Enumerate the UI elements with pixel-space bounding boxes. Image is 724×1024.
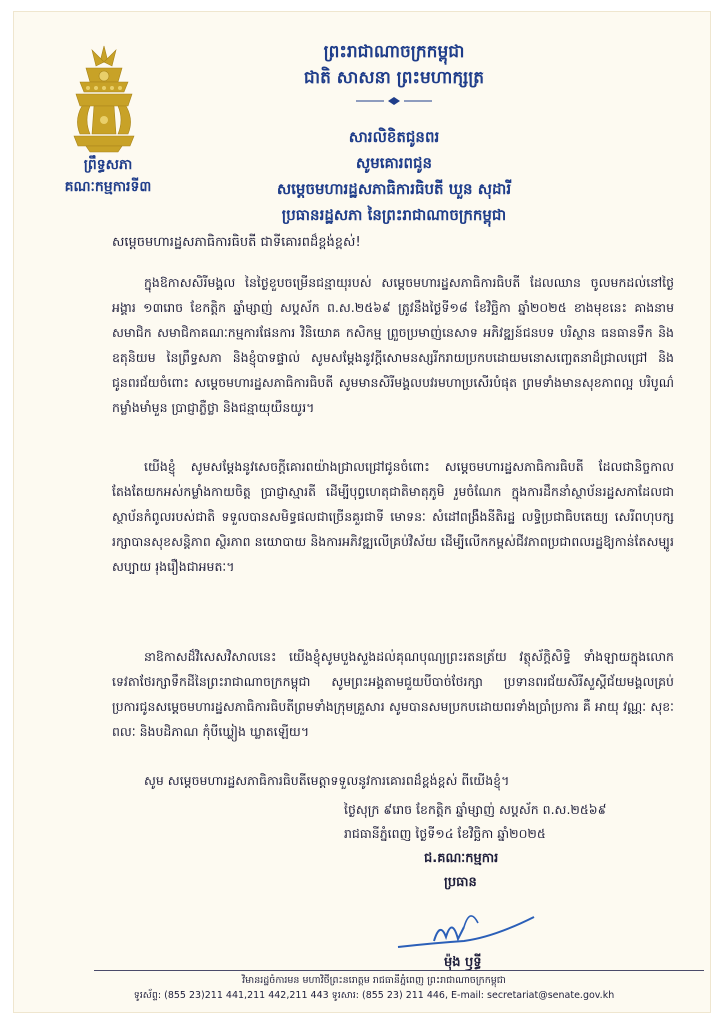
divider-ornament-icon	[354, 96, 434, 106]
recipient-title: ប្រធានរដ្ឋសភា នៃព្រះរាជាណាចក្រកម្ពុជា	[281, 206, 507, 224]
on-behalf-label: ជ.គណៈកម្មការ	[424, 851, 499, 866]
lunar-date: ថ្ងៃសុក្រ ៩រោច ខែកត្ដិក ឆ្នាំម្សាញ់ សប្ដស័ក ព.ស.២៥៦៩	[344, 802, 607, 817]
footer-address: វិមានរដ្ឋចំការមន មហាវិថីព្រះនរោត្ដម រាជធានីភ្នំពេញ ព្រះរាជាណាចក្រកម្ពុជា	[242, 975, 506, 986]
org-name: ព្រឹទ្ធសភា	[83, 157, 133, 173]
national-motto: ជាតិ សាសនា ព្រះមហាក្សត្រ	[303, 68, 485, 88]
solar-date: រាជធានីភ្នំពេញ ថ្ងៃទី១៤ ខែវិច្ឆិកា ឆ្នាំ២០២៥	[344, 826, 546, 841]
footer-divider	[94, 970, 704, 971]
letter-type: សារលិខិតជូនពរ	[348, 128, 440, 146]
paragraph-1: ក្នុងឱកាសសិរីមង្គល នៃថ្ងៃខួបចម្រើនជន្មាយុរបស់ សម្ដេចមហារដ្ឋសភាធិការធិបតី ដែលឈាន ចូលមកដល់នៅថ្ងៃអង្គារ ១៣រោច ខែកត្ដិក ឆ្នាំម្សាញ់ សប្ដស័ក ព.ស.២៥៦៩ ត្រូវនឹងថ្ងៃទី១៨ ខែវិច្ឆិកា ឆ្នាំ២០២៥ ខាងមុខនេះ គាងនាមសមាជិក សមាជិកាគណៈកម្មការផែនការ វិនិយោគ កសិកម្ម ព្រួចប្រមាញ់នេសាទ អភិវឌ្ឍន៍ជនបទ បរិស្ថាន ធនធានទឹក និងឧតុនិយម នៃព្រឹទ្ធសភា និងខ្ញុំបាទផ្ទាល់ សូមសម្ដែងនូវក្ដីសោមនស្សរីករាយប្រកបដោយមនោសញ្ចេតនាដ៏ជ្រាលជ្រៅ និងជូនពរជ័យចំពោះ សម្ដេចមហារដ្ឋសភាធិការធិបតី សូមមានសិរីមង្គលបវរមហាប្រសើរបំផុត ព្រមទាំងមានសុខភាពល្អ បរិបូណ៌ កម្លាំងមាំមួន ប្រាជ្ញាភ្លឺថ្លា និងជន្មាយុយឺនយូរ។	[112, 275, 674, 415]
signatory-title: ប្រធាន	[444, 875, 477, 890]
committee-name: គណៈកម្មការទី៣	[64, 179, 152, 195]
paragraph-2: យើងខ្ញុំ សូមសម្ដែងនូវសេចក្ដីគោរពយ៉ាងជ្រាលជ្រៅជូនចំពោះ សម្ដេចមហារដ្ឋសភាធិការធិបតី ដែលជានិច្ចកាល តែងតែយកអស់កម្លាំងកាយចិត្ត ប្រាជ្ញាស្មារតី ដើម្បីបុព្វហេតុជាតិមាតុភូមិ រួមចំណែក ក្នុងការដឹកនាំស្ថាប័នរដ្ឋសភាដែលជាស្ថាប័នកំពូលរបស់ជាតិ ទទួលបានសមិទ្ធផលជាច្រើនគួរជាទី មោទនៈ សំដៅពង្រឹងនីតិរដ្ឋ លទ្ធិប្រជាធិបតេយ្យ សេរីពហុបក្ស រក្សាបានសុខសន្តិភាព ស្ថិរភាព នយោបាយ និងការអភិវឌ្ឍលើគ្រប់វិស័យ ដើម្បីលើកកម្ពស់ជីវភាពប្រជាពលរដ្ឋឱ្យកាន់តែសម្បូរសប្បាយ រុងរឿងជាអមតៈ។	[112, 459, 674, 574]
kingdom-title: ព្រះរាជាណាចក្រកម្ពុជា	[323, 42, 465, 62]
senate-emblem-icon	[66, 42, 142, 154]
greeting: សម្ដេចមហារដ្ឋសភាធិការធិបតី ជាទីគោរពដ៏ខ្ពង់ខ្ពស់!	[112, 235, 361, 250]
salutation-respect: សូមគោរពជូន	[355, 154, 433, 172]
footer-contact: ទូរស័ព្ទ: (855 23)211 441,211 442,211 443 ទូរសារ: (855 23) 211 446, E-mail: secretariat@senate.gov.kh	[133, 990, 615, 1001]
signatory-name: ម៉ុង ឫទ្ធី	[444, 955, 482, 970]
paragraph-4: សូម សម្ដេចមហារដ្ឋសភាធិការធិបតីមេត្តាទទួលនូវការគោរពដ៏ខ្ពង់ខ្ពស់ ពីយើងខ្ញុំ។	[144, 773, 510, 788]
paragraph-3: នាឱកាសដ៏វិសេសវិសាលនេះ យើងខ្ញុំសូមបួងសួងដល់គុណបុណ្យព្រះរតនត្រ័យ វត្ថុស័ក្ដិសិទ្ធិ ទាំងឡាយក្នុងលោក ទេវតាថែរក្សាទឹកដីនៃព្រះរាជាណាចក្រកម្ពុជា សូមព្រះអង្គតាមជួយបីបាច់ថែរក្សា ប្រទានពរជ័យសិរីសួស្ដីជ័យមង្គលគ្រប់ប្រការជូនសម្ដេចមហារដ្ឋសភាធិការធិបតីព្រមទាំងក្រុមគ្រួសារ សូមបានសមប្រកបដោយពរទាំងប្រាំប្រការ គឺ អាយុ វណ្ណៈ សុខៈ ពលៈ និងបដិភាណ កុំបីឃ្លៀង ឃ្លាតឡើយ។	[112, 649, 674, 739]
letter-page	[14, 12, 710, 1012]
recipient-name: សម្ដេចមហារដ្ឋសភាធិការធិបតី ឃួន សុដារី	[276, 180, 512, 198]
